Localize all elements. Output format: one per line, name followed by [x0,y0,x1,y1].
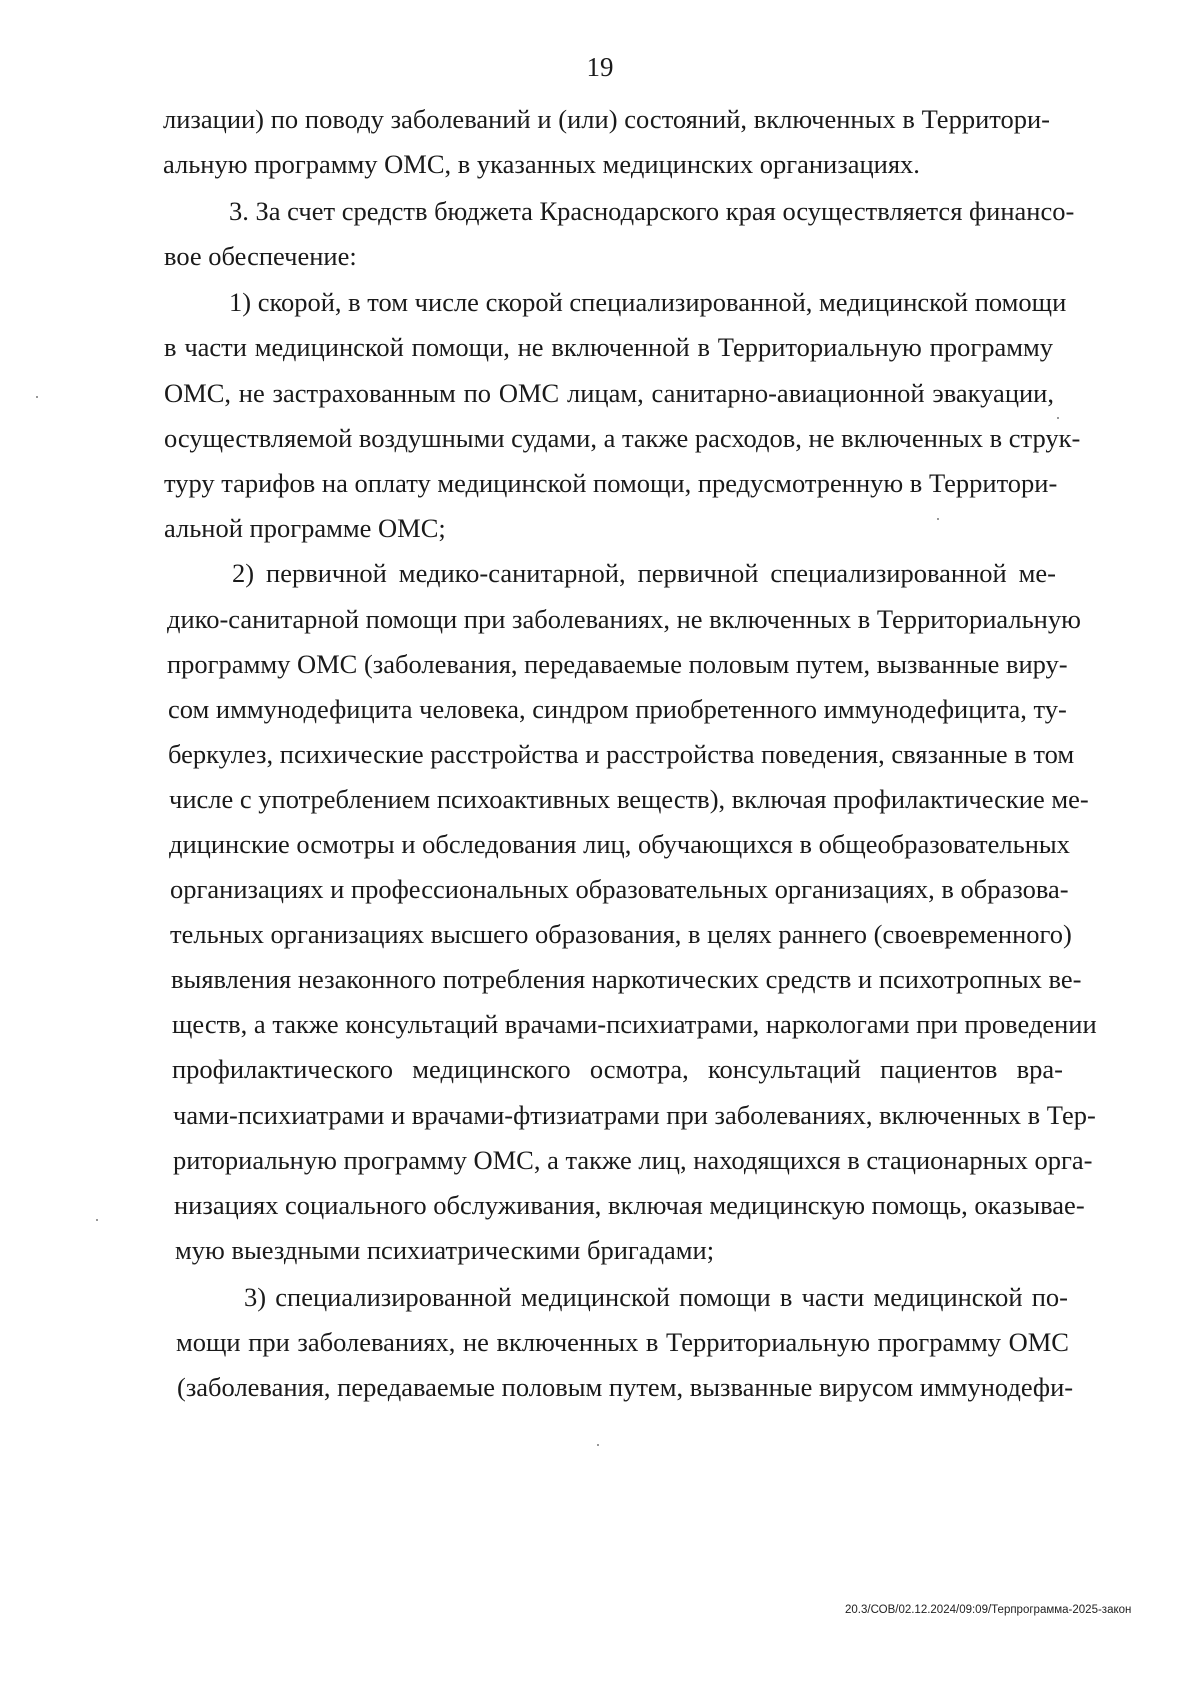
text-line: организациях и профессиональных образовательных организациях, в образова- [170,874,1069,904]
text-line: альную программу ОМС, в указанных медицинских организациях. [163,149,920,179]
text-line: выявления незаконного потребления наркотических средств и психотропных ве- [171,964,1082,994]
scan-speck [1057,417,1059,419]
text-line: программу ОМС (заболевания, передаваемые половым путем, вызванные виру- [167,649,1068,679]
text-line: 3. За счет средств бюджета Краснодарского края осуществляется финансо- [229,196,1075,226]
scan-speck [937,518,939,520]
text-line: дико-санитарной помощи при заболеваниях, не включенных в Территориальную [167,604,1081,634]
text-line: ОМС, не застрахованным по ОМС лицам, санитарно-авиационной эвакуации, [164,378,1054,408]
text-line: туру тарифов на оплату медицинской помощи, предусмотренную в Территори- [164,468,1058,498]
text-line: сом иммунодефицита человека, синдром приобретенного иммунодефицита, ту- [168,694,1067,724]
text-line: 1) скорой, в том числе скорой специализированной, медицинской помощи [229,287,1067,317]
text-line: риториальную программу ОМС, а также лиц, находящихся в стационарных орга- [173,1145,1093,1175]
page-number: 19 [586,52,614,82]
text-line: дицинские осмотры и обследования лиц, обучающихся в общеобразовательных [169,829,1070,859]
text-line: тельных организациях высшего образования, в целях раннего (своевременного) [170,919,1072,949]
text-line: 2) первичной медико-санитарной, первичной специализированной ме- [232,558,1056,588]
text-line: чами-психиатрами и врачами-фтизиатрами при заболеваниях, включенных в Тер- [173,1100,1096,1130]
text-line: (заболевания, передаваемые половым путем, вызванные вирусом иммунодефи- [177,1372,1074,1402]
text-line: мую выездными психиатрическими бригадами; [175,1235,715,1265]
text-line: низациях социального обслуживания, включая медицинскую помощь, оказывае- [174,1190,1085,1220]
scan-speck [36,396,38,398]
text-line: 3) специализированной медицинской помощи в части медицинской по- [244,1282,1068,1312]
text-line: вое обеспечение: [164,241,357,271]
text-line: лизации) по поводу заболеваний и (или) состояний, включенных в Территори- [163,104,1050,134]
text-line: беркулез, психические расстройства и расстройства поведения, связанные в том [168,739,1075,769]
text-line: числе с употреблением психоактивных веществ), включая профилактические ме- [169,784,1089,814]
text-line: профилактического медицинского осмотра, консультаций пациентов вра- [172,1054,1063,1084]
text-line: осуществляемой воздушными судами, а также расходов, не включенных в струк- [164,423,1081,453]
text-line: альной программе ОМС; [164,513,446,543]
scan-speck [96,1219,98,1221]
text-line: в части медицинской помощи, не включенной в Территориальную программу [164,332,1053,362]
text-line: ществ, а также консультаций врачами-психиатрами, наркологами при проведении [172,1009,1097,1039]
document-footer-stamp: 20.3/СОВ/02.12.2024/09:09/Терпрограмма-2025-закон [845,1604,1132,1616]
text-line: мощи при заболеваниях, не включенных в Территориальную программу ОМС [176,1327,1069,1357]
scan-speck [597,1444,599,1446]
